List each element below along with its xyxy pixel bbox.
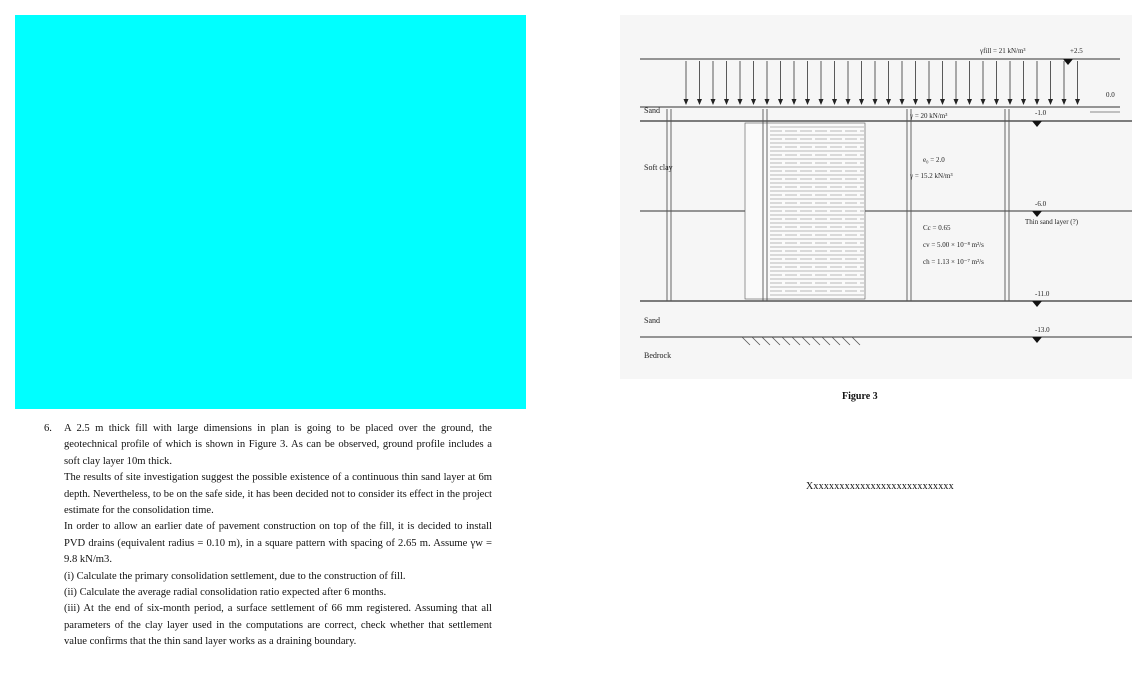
load-arrow-head [1008,99,1013,105]
load-arrow-head [846,99,851,105]
load-arrow-head [805,99,810,105]
question-number: 6. [44,423,52,434]
load-arrow-head [859,99,864,105]
load-arrow-head [900,99,905,105]
load-arrow-head [886,99,891,105]
placeholder-text: Xxxxxxxxxxxxxxxxxxxxxxxxxxxx [806,481,954,492]
question-part-ii: (ii) Calculate the average radial consolidation ratio expected after 6 months. [64,587,387,599]
fill-load-arrows [684,61,1081,105]
load-arrow-head [940,99,945,105]
load-arrow-head [697,99,702,105]
load-arrow-head [994,99,999,105]
layer-label-soft-clay: Soft clay [644,163,673,172]
elevation-minus-6-0: -6.0 [1035,200,1047,208]
figure-3-panel [620,15,1132,379]
layer-label-sand-bottom: Sand [644,316,660,325]
load-arrow-head [792,99,797,105]
problem-statement [44,421,492,651]
load-arrow-head [738,99,743,105]
load-arrow-head [954,99,959,105]
sand-gamma-label: γ = 20 kN/m³ [910,112,948,120]
load-arrow-head [711,99,716,105]
fill-load-label: γfill = 21 kN/m³ [980,47,1026,55]
figure-caption: Figure 3 [842,391,878,402]
load-arrow-head [1035,99,1040,105]
clay-cv-label: cv = 5.00 × 10⁻⁸ m²/s [923,241,984,249]
load-arrow-head [1021,99,1026,105]
load-arrow-head [724,99,729,105]
thin-sand-layer-label: Thin sand layer (?) [1025,218,1079,226]
load-arrow-head [913,99,918,105]
load-arrow-head [927,99,932,105]
clay-gamma-label: γ = 15.2 kN/m³ [910,172,953,180]
load-arrow-head [873,99,878,105]
question-part-iii: (iii) At the end of six-month period, a surface settlement of 66 mm registered. Assuming that all parameters of the clay layer used in the computations are correct, check whether that settlement value confirms that the thin sand layer works as a draining boundary. [64,603,492,648]
load-arrow-head [751,99,756,105]
elevation-minus-11-0: -11.0 [1035,290,1050,298]
load-arrow-head [832,99,837,105]
layer-label-bedrock: Bedrock [644,351,672,360]
load-arrow-head [765,99,770,105]
load-arrow-head [1062,99,1067,105]
elevation-0-0: 0.0 [1106,91,1115,99]
layer-label-sand-top: Sand [644,106,660,115]
question-paragraph-2: The results of site investigation suggest the possible existence of a continuous thin sand layer at 6m depth. Nevertheless, to be on the safe side, it has been decided not to consider its effect in the project estimate for the consolidation time. [64,472,492,517]
load-arrow-head [967,99,972,105]
elevation-plus-2-5: +2.5 [1070,47,1083,55]
soil-profile-figure [620,15,1132,379]
load-arrow-head [1048,99,1053,105]
load-arrow-head [778,99,783,105]
clay-cc-label: Cc = 0.65 [923,224,951,232]
load-arrow-head [1075,99,1080,105]
question-part-i: (i) Calculate the primary consolidation settlement, due to the construction of fill. [64,570,406,582]
question-paragraph-3: In order to allow an earlier date of pavement construction on top of the fill, it is decided to install PVD drains (equivalent radius = 0.10 m), in a square pattern with spacing of 2.65 m. Assume γw = 9.8 kN/m3. [64,521,492,566]
clay-e0-label: e₀ = 2.0 [923,156,945,164]
bedrock-hatch [742,337,860,345]
question-paragraph-1: A 2.5 m thick fill with large dimensions in plan is going to be placed over the ground, the geotechnical profile of which is shown in Figure 3. As can be observed, ground profile includes a soft clay layer 10m thick. [64,423,492,467]
clay-ch-label: ch = 1.13 × 10⁻⁷ m²/s [923,258,984,266]
load-arrow-head [684,99,689,105]
cyan-placeholder-block [15,15,526,409]
load-arrow-head [981,99,986,105]
load-arrow-head [819,99,824,105]
elevation-minus-13-0: -13.0 [1035,326,1050,334]
elevation-minus-1-0: -1.0 [1035,109,1047,117]
